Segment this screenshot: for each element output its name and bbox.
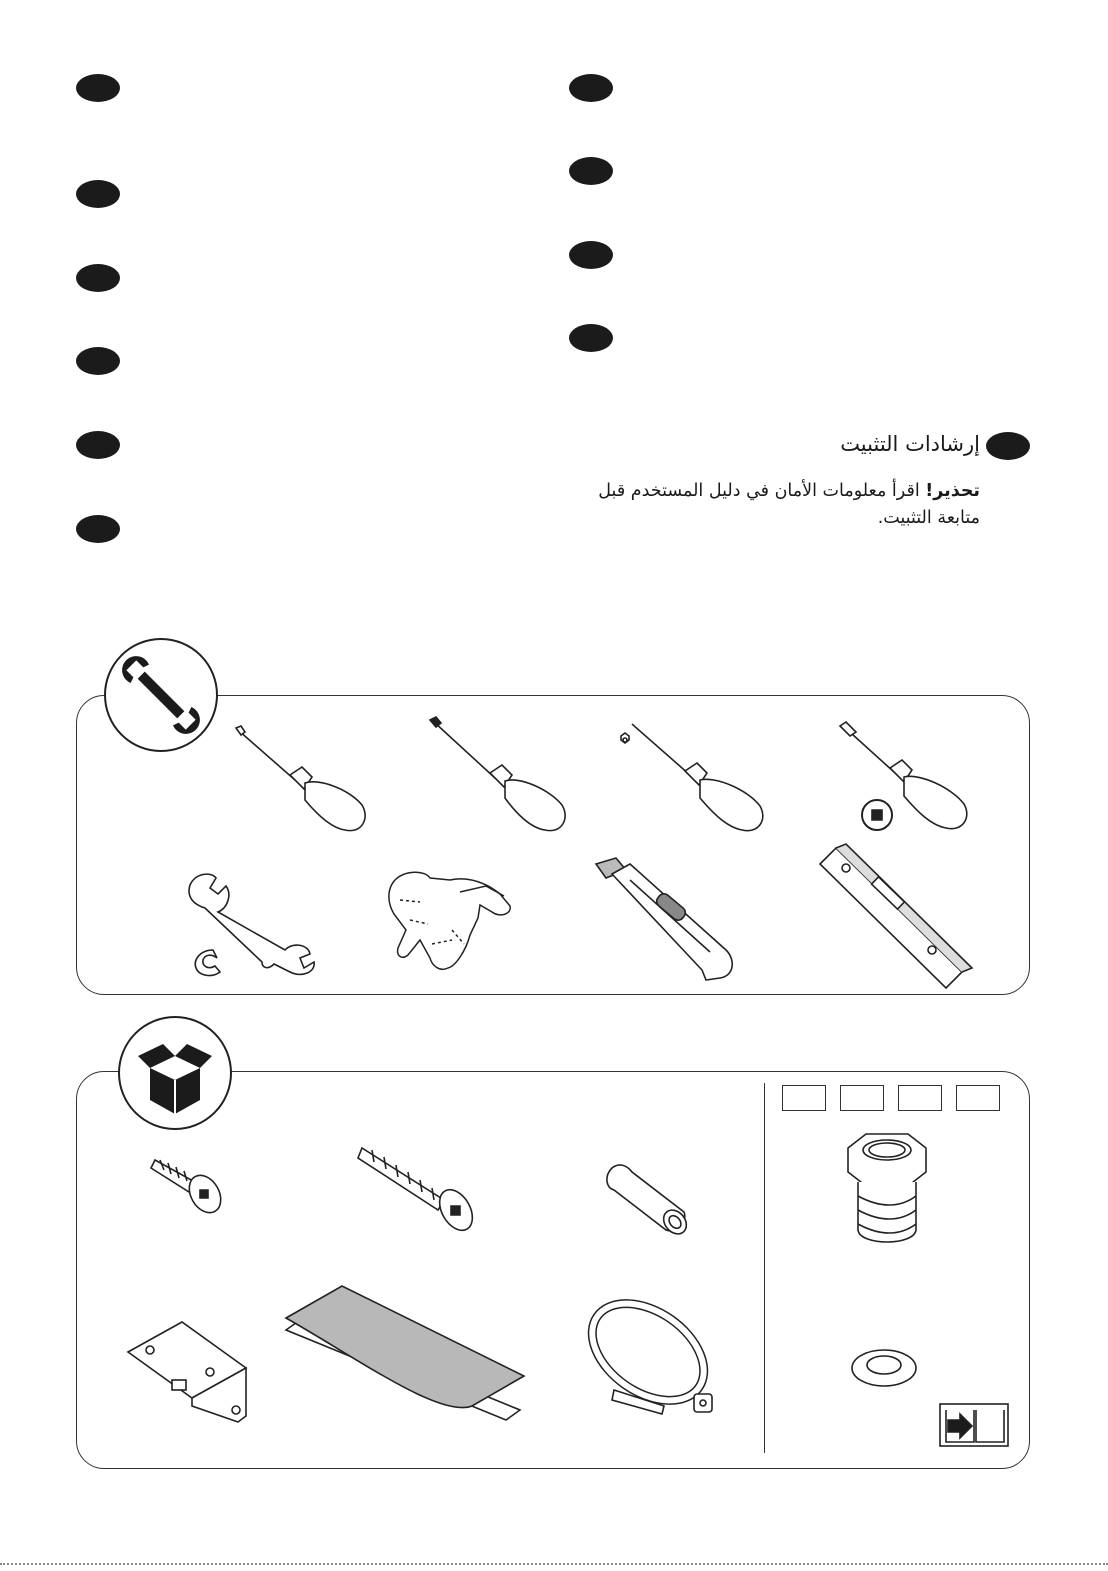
sealing-washer-icon [852, 1350, 916, 1386]
mounting-bracket-icon [128, 1322, 246, 1422]
warning-text: اقرأ معلومات الأمان في دليل المستخدم قبل متابعة التثبيت. [598, 481, 980, 528]
cable-tie-icon [574, 1284, 721, 1421]
wall-plug-icon [607, 1165, 691, 1238]
adhesive-strip-icon [286, 1286, 524, 1420]
hose-adapter-icon [848, 1134, 926, 1242]
long-screw-icon [358, 1148, 479, 1236]
warning-label: تحذير! [925, 481, 980, 501]
bottom-rule [0, 1563, 1108, 1565]
see-manual-icon [940, 1404, 1008, 1446]
installation-heading: إرشادات التثبيت [840, 432, 980, 456]
short-screw-icon [151, 1160, 227, 1218]
